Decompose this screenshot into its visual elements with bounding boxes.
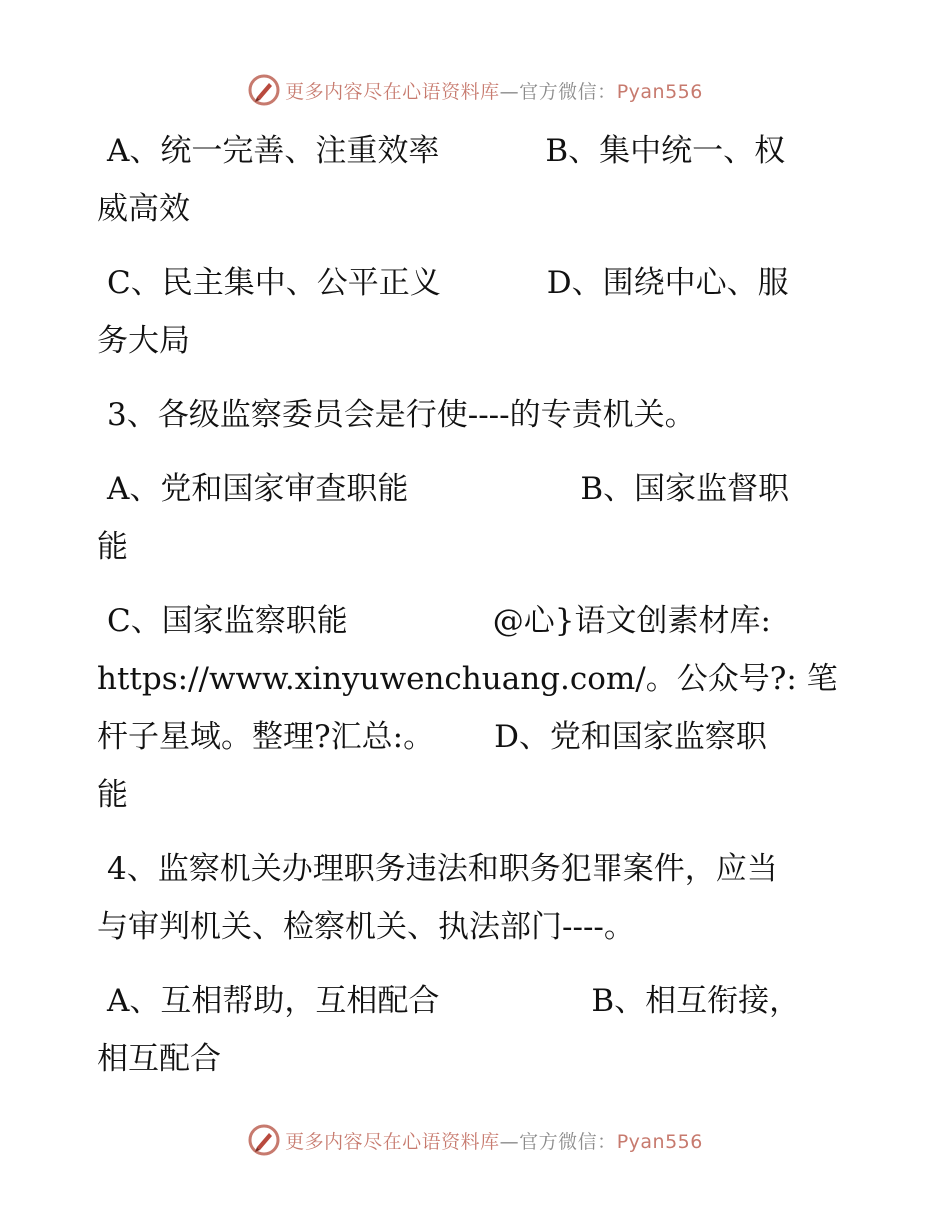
- document-body: [97, 122, 857, 1104]
- option-d-cont: 务大局: [97, 323, 190, 359]
- option-paragraph: [97, 460, 857, 576]
- watermark-text: 更多内容尽在心语资料库—官方微信：Pyan556: [285, 80, 703, 103]
- watermark-text: 更多内容尽在心语资料库—官方微信：Pyan556: [285, 1130, 703, 1153]
- question-4: [97, 840, 857, 956]
- inline-promo: @心}语文创素材库:: [492, 603, 771, 639]
- option-d: D、党和国家监察职: [494, 719, 767, 755]
- option-b: B、集中统一、权: [545, 133, 786, 169]
- pen-logo-icon: [247, 1123, 281, 1157]
- question-text-cont: 与审判机关、检察机关、执法部门----。: [97, 909, 635, 945]
- option-d: D、围绕中心、服: [546, 265, 789, 301]
- option-a: A、党和国家审查职能: [107, 471, 409, 507]
- option-b-cont: 威高效: [97, 191, 190, 227]
- option-paragraph: [97, 972, 857, 1088]
- option-paragraph: [97, 254, 857, 370]
- question-3: [97, 386, 857, 444]
- option-b-cont: 能: [97, 529, 128, 565]
- question-text: 4、监察机关办理职务违法和职务犯罪案件，应当: [107, 851, 778, 887]
- option-a: A、互相帮助，互相配合: [107, 983, 440, 1019]
- option-b-cont: 相互配合: [97, 1041, 221, 1077]
- pen-logo-icon: [247, 73, 281, 107]
- option-paragraph: [97, 592, 857, 824]
- watermark-banner-top: [0, 70, 950, 110]
- option-c: C、国家监察职能: [107, 603, 348, 639]
- option-a: A、统一完善、注重效率: [107, 133, 440, 169]
- option-b: B、国家监督职: [580, 471, 790, 507]
- watermark-banner-bottom: [0, 1120, 950, 1160]
- option-d-cont: 能: [97, 777, 128, 813]
- question-text: 3、各级监察委员会是行使----的专责机关。: [107, 397, 696, 433]
- option-paragraph: [97, 122, 857, 238]
- option-c: C、民主集中、公平正义: [107, 265, 441, 301]
- option-b: B、相互衔接，: [591, 983, 801, 1019]
- promo-cont: 杆子星域。整理?汇总:。: [97, 719, 435, 755]
- promo-url: https://www.xinyuwenchuang.com/。公众号?: 笔: [97, 661, 838, 697]
